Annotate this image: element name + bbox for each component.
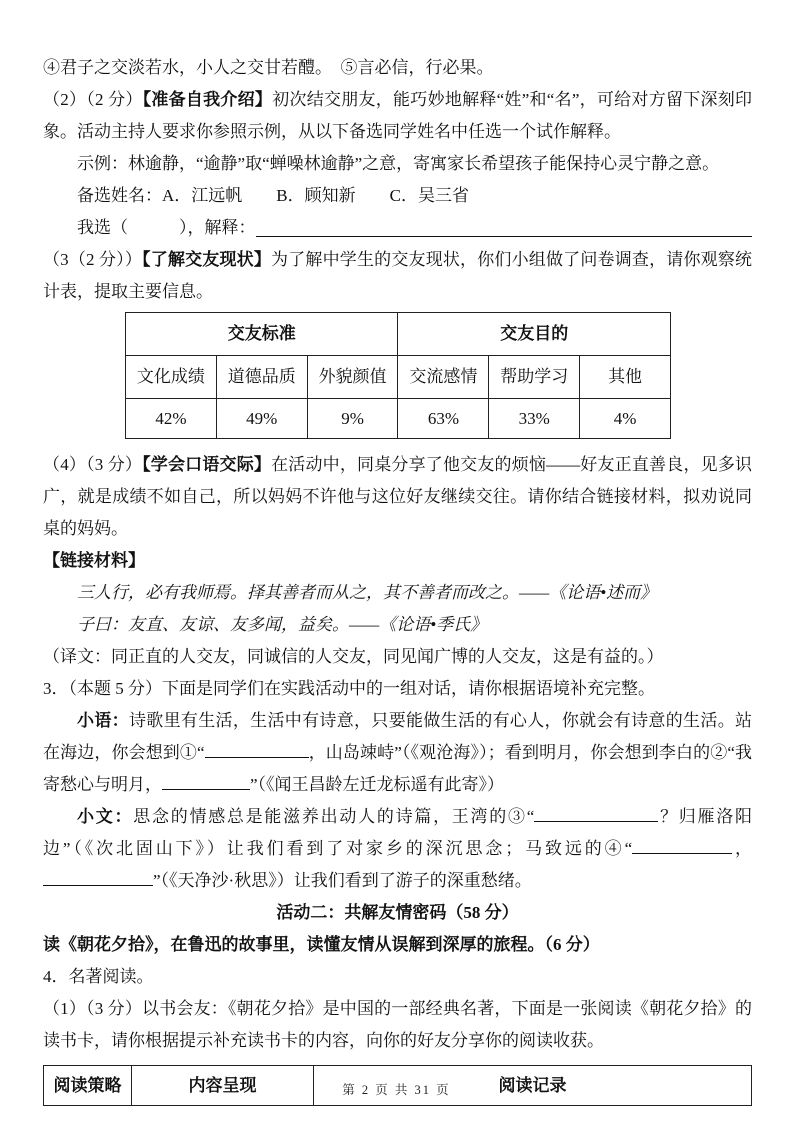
question-2-tag: 【准备自我介绍】 <box>142 90 273 109</box>
survey-group-header-row <box>126 313 671 356</box>
question-4-heading <box>43 961 752 993</box>
example-text: 示例：林逾静，“逾静”取“蝉噪林逾静”之意，寄寓家长希望孩子能保持心灵宁静之意。 <box>77 154 720 173</box>
speaker-xiaoyu-label: 小语： <box>77 711 129 730</box>
survey-col-study: 帮助学习 <box>489 356 580 399</box>
survey-col-emotion: 交流感情 <box>398 356 489 399</box>
dialogue-xiaoyu <box>43 705 752 801</box>
answer-blank-3[interactable] <box>534 804 658 822</box>
survey-value-morality: 49% <box>216 399 307 439</box>
explanation-blank-line[interactable] <box>256 236 753 237</box>
quote-lunyu-jishi-text: 子曰：友直、友谅、友多闻，益矣。——《论语•季氏》 <box>77 615 488 634</box>
dialogue-xiaowen-text-2: ？归雁洛阳边”（《次北固山下》）让我们看到了对家乡的深沉思念；马致远的④“ <box>43 807 753 858</box>
survey-group-purpose: 交友目的 <box>398 313 671 356</box>
question-2-text: 初次结交朋友，能巧妙地解释“姓”和“名”，可给对方留下深刻印象。活动主持人要求你参照示例，从以下备选同学姓名中任选一个试作解释。 <box>43 90 753 141</box>
page-number-text: 第 2 页 共 31 页 <box>342 1083 451 1097</box>
question-4-1-text: （1）（3 分）以书会友：《朝花夕拾》是中国的一部经典名著，下面是一张阅读《朝花夕拾》的读书卡，请你根据提示补充读书卡的内容，向你的好友分享你的阅读收获。 <box>43 999 752 1050</box>
dialogue-xiaoyu-text-1: 诗歌里有生活，生活中有诗意，只要能做生活的有心人，你就会有诗意的生活。站在海边，你会想到①“ <box>43 711 753 762</box>
quote-items-text: ④君子之交淡若水，小人之交甘若醴。 ⑤言必信，行必果。 <box>43 58 494 77</box>
linked-material-heading <box>43 545 752 577</box>
answer-blank-4a[interactable] <box>632 836 732 854</box>
question-2-self-intro <box>43 84 752 148</box>
question-3-tag: 【了解交友现状】 <box>142 250 272 269</box>
survey-value-culture: 42% <box>126 399 217 439</box>
question-3-survey-intro <box>43 244 752 308</box>
activity-2-heading <box>43 897 752 929</box>
question-2-number: （2）（2 分） <box>43 90 143 109</box>
quote-lunyu-shuer <box>43 577 752 609</box>
dialogue-xiaoyu-text-3: ”（《闻王昌龄左迁龙标遥有此寄》） <box>250 775 505 794</box>
activity-2-subtitle-text: 读《朝花夕拾》，在鲁迅的故事里，读懂友情从误解到深厚的旅程。（6 分） <box>43 935 600 954</box>
reading-col-record: 阅读记录 <box>314 1066 752 1106</box>
question-3-number: （3（2 分）） <box>43 250 143 269</box>
question-4-number: （4）（3 分） <box>43 455 143 474</box>
quote-items-line <box>43 52 752 84</box>
linked-material-title: 【链接材料】 <box>43 551 145 570</box>
dialogue-xiaowen-text-1: 思念的情感总是能滋养出动人的诗篇，王湾的③“ <box>133 807 535 826</box>
example-line <box>43 148 752 180</box>
dialogue-xiaowen-text-3: ”（《天净沙·秋思》）让我们看到了游子的深重愁绪。 <box>153 871 532 890</box>
reading-col-strategy: 阅读策略 <box>44 1066 132 1106</box>
survey-values-row <box>126 399 671 439</box>
dialogue-xiaowen-comma: ， <box>732 839 752 858</box>
survey-col-other: 其他 <box>580 356 671 399</box>
page-footer <box>0 1082 793 1098</box>
question-4-text: 在活动中，同桌分享了他交友的烦恼——好友正直善良，见多识广，就是成绩不如自己，所以妈妈不许他与这位好友继续交往。请你结合链接材料，拟劝说同桌的妈妈。 <box>43 455 753 538</box>
survey-table <box>125 312 671 439</box>
answer-blank-4b[interactable] <box>43 868 153 886</box>
question-4-oral-communication <box>43 449 752 545</box>
answer-blank-2[interactable] <box>162 772 250 790</box>
translation-text: （译文：同正直的人交友，同诚信的人交友，同见闻广博的人交友，这是有益的。） <box>43 647 664 666</box>
survey-col-morality: 道德品质 <box>216 356 307 399</box>
candidate-names-line <box>43 180 752 212</box>
activity-2-title: 活动二：共解友情密码（58 分） <box>276 903 519 922</box>
question-4-tag: 【学会口语交际】 <box>142 455 272 474</box>
survey-value-other: 4% <box>580 399 671 439</box>
survey-col-appearance: 外貌颜值 <box>307 356 398 399</box>
survey-value-emotion: 63% <box>398 399 489 439</box>
question-3-text: 为了解中学生的交友现状，你们小组做了问卷调查，请你观察统计表，提取主要信息。 <box>43 250 753 301</box>
speaker-xiaowen-label: 小文： <box>77 807 134 826</box>
survey-column-header-row <box>126 356 671 399</box>
question-4-heading-text: 4．名著阅读。 <box>43 967 154 986</box>
translation-line <box>43 641 752 673</box>
dialogue-xiaowen <box>43 801 752 897</box>
answer-blank-1[interactable] <box>205 740 309 758</box>
question-4-1-intro <box>43 993 752 1057</box>
survey-value-study: 33% <box>489 399 580 439</box>
survey-col-culture: 文化成绩 <box>126 356 217 399</box>
quote-lunyu-shuer-text: 三人行，必有我师焉。择其善者而从之，其不善者而改之。——《论语•述而》 <box>77 583 658 602</box>
reading-col-content: 内容呈现 <box>132 1066 314 1106</box>
dialogue-xiaoyu-text-2: ，山岛竦峙”（《观沧海》）；看到明月，你会想到李白的②“我寄愁心与明月， <box>43 743 752 794</box>
survey-group-standard: 交友标准 <box>126 313 398 356</box>
question-3-dialogue-intro <box>43 673 752 705</box>
survey-value-appearance: 9% <box>307 399 398 439</box>
candidate-names-text: 备选姓名：A．江远帆 B．顾知新 C．吴三省 <box>77 186 469 205</box>
activity-2-subtitle <box>43 929 752 961</box>
answer-choice-line <box>43 212 752 244</box>
quote-lunyu-jishi <box>43 609 752 641</box>
question-3-dialogue-text: 3．（本题 5 分）下面是同学们在实践活动中的一组对话，请你根据语境补充完整。 <box>43 679 655 698</box>
answer-choice-label: 我选（ ），解释： <box>77 218 256 237</box>
